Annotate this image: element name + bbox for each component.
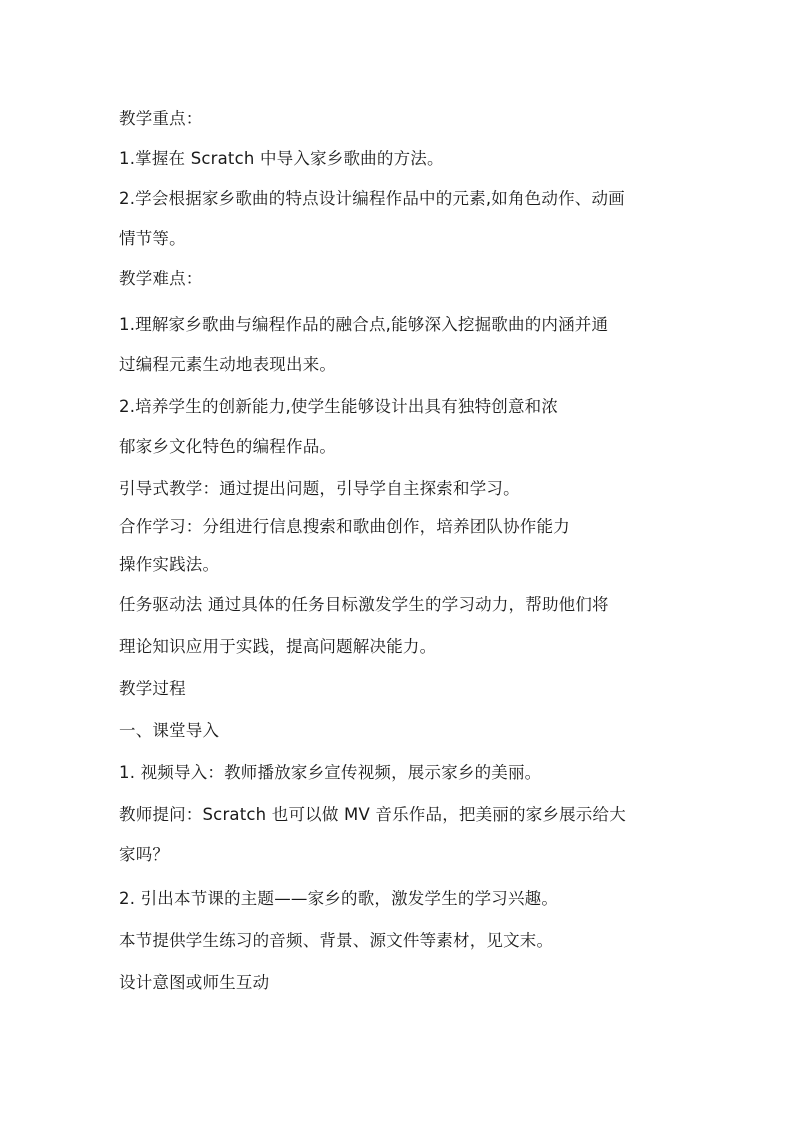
- heading-teaching-focus: 教学重点：: [119, 109, 203, 128]
- paragraph-line: 理论知识应用于实践，提高问题解决能力。: [119, 637, 437, 656]
- paragraph-line: 1.掌握在 Scratch 中导入家乡歌曲的方法。: [119, 149, 444, 168]
- paragraph-line: 教师提问：Scratch 也可以做 MV 音乐作品，把美丽的家乡展示给大: [119, 805, 626, 824]
- paragraph-line: 2.培养学生的创新能力,使学生能够设计出具有独特创意和浓: [119, 397, 559, 416]
- paragraph-line: 操作实践法。: [119, 555, 220, 574]
- paragraph-line: 家吗？: [119, 845, 170, 864]
- paragraph-line: 过编程元素生动地表现出来。: [119, 355, 337, 374]
- paragraph-line: 任务驱动法 通过具体的任务目标激发学生的学习动力，帮助他们将: [119, 595, 609, 614]
- paragraph-line: 情节等。: [119, 229, 186, 248]
- paragraph-line: 1.理解家乡歌曲与编程作品的融合点,能够深入挖掘歌曲的内涵并通: [119, 315, 609, 334]
- paragraph-line: 引导式教学：通过提出问题，引导学自主探索和学习。: [119, 479, 520, 498]
- paragraph-line: 本节提供学生练习的音频、背景、源文件等素材，见文末。: [119, 931, 554, 950]
- paragraph-line: 1. 视频导入：教师播放家乡宣传视频，展示家乡的美丽。: [119, 763, 542, 782]
- paragraph-line: 2. 引出本节课的主题——家乡的歌，激发学生的学习兴趣。: [119, 889, 559, 908]
- paragraph-line: 2.学会根据家乡歌曲的特点设计编程作品中的元素,如角色动作、动画: [119, 189, 625, 208]
- heading-teaching-process: 教学过程: [119, 679, 186, 698]
- heading-design-intent: 设计意图或师生互动: [119, 973, 270, 992]
- paragraph-line: 合作学习：分组进行信息搜索和歌曲创作，培养团队协作能力: [119, 517, 570, 536]
- heading-classroom-intro: 一、课堂导入: [119, 721, 220, 740]
- heading-teaching-difficulty: 教学难点：: [119, 269, 203, 288]
- paragraph-line: 郁家乡文化特色的编程作品。: [119, 437, 337, 456]
